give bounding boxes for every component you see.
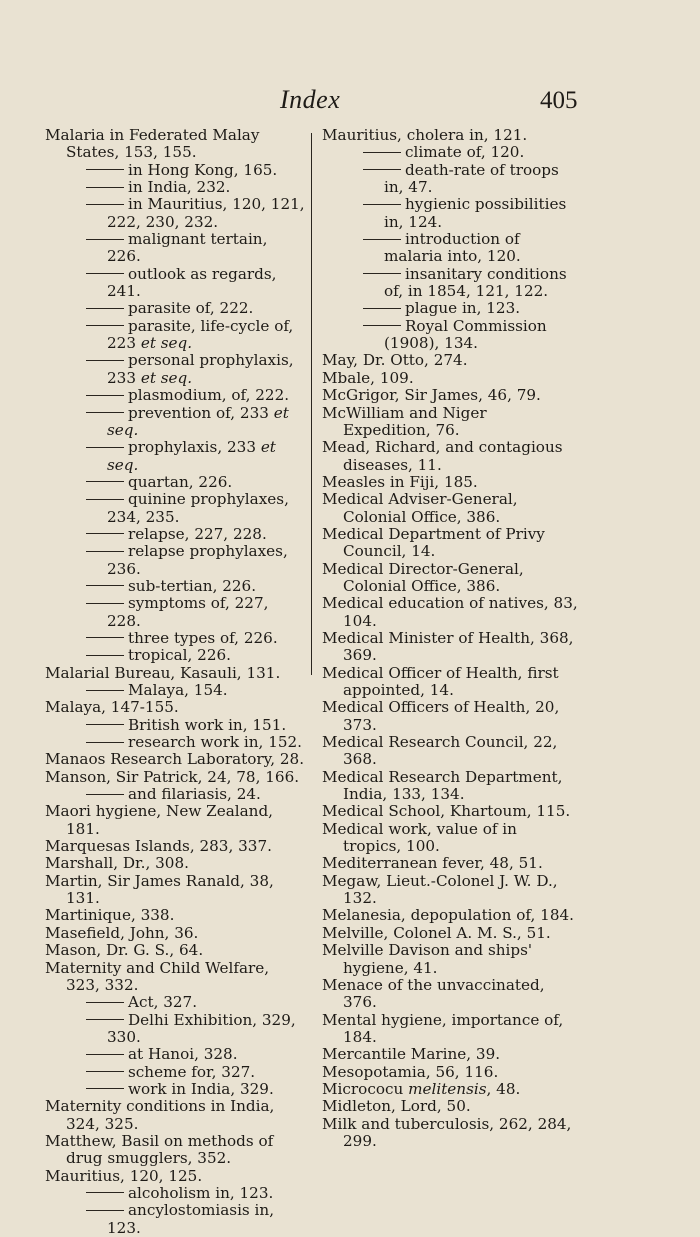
index-entry (45, 960, 305, 995)
index-subentry (45, 543, 305, 578)
entry-text: Mbale, 109. (322, 368, 414, 387)
index-entry (322, 561, 578, 596)
entry-text: Medical Department of Privy Council, 14. (322, 524, 545, 561)
index-entry (322, 595, 578, 630)
index-entry (322, 405, 578, 440)
entry-text: prevention of, 233 et seq. (107, 403, 289, 439)
entry-text: Megaw, Lieut.-Colonel J. W. D., 132. (322, 871, 558, 908)
index-subentry (45, 578, 305, 595)
entry-text: Menace of the unvaccinated, 376. (322, 975, 545, 1012)
entry-text: British work in, 151. (128, 715, 287, 734)
index-entry (322, 526, 578, 561)
entry-text: Melville Davison and ships' hygiene, 41. (322, 941, 533, 977)
entry-text: outlook as regards, 241. (107, 264, 277, 301)
index-subentry (322, 231, 578, 266)
index-entry (322, 1046, 578, 1063)
entry-text: Mesopotamia, 56, 116. (322, 1062, 499, 1081)
index-subentry (45, 266, 305, 301)
entry-text: Malarial Bureau, Kasauli, 131. (45, 663, 281, 682)
entry-text: Malaya, 147-155. (45, 698, 179, 717)
index-subentry (45, 630, 305, 647)
ditto-dash (86, 742, 124, 743)
ditto-dash (86, 533, 124, 534)
entry-text: Medical Minister of Health, 368, 369. (322, 628, 574, 665)
ditto-dash (363, 204, 401, 205)
index-entry (45, 751, 305, 768)
entry-text: Midleton, Lord, 50. (322, 1097, 471, 1116)
ditto-dash (86, 273, 124, 274)
entry-text: Mauritius, cholera in, 121. (322, 126, 528, 144)
ditto-dash (86, 637, 124, 638)
entry-text: scheme for, 327. (128, 1062, 256, 1081)
entry-text: Milk and tuberculosis, 262, 284, 299. (322, 1114, 572, 1150)
index-subentry (45, 1012, 305, 1047)
entry-text: Medical Research Council, 22, 368. (322, 733, 558, 769)
index-entry (322, 907, 578, 924)
entry-text: Measles in Fiji, 185. (322, 472, 478, 491)
ditto-dash (86, 308, 124, 309)
ditto-dash (86, 360, 124, 361)
entry-text: Manaos Research Laboratory, 28. (45, 750, 305, 769)
index-entry (322, 942, 578, 977)
index-subentry (322, 266, 578, 301)
ditto-dash (86, 603, 124, 604)
index-entry (45, 942, 305, 959)
index-entry (45, 925, 305, 942)
index-entry (45, 873, 305, 908)
index-entry (45, 127, 305, 162)
entry-text: Martin, Sir James Ranald, 38, 131. (45, 871, 274, 908)
index-subentry (45, 682, 305, 699)
index-entry (322, 1098, 578, 1115)
index-subentry (322, 162, 578, 197)
index-entry (322, 439, 578, 474)
entry-text: plasmodium, of, 222. (128, 386, 290, 405)
entry-text: Medical education of natives, 83, 104. (322, 594, 578, 630)
index-subentry (45, 179, 305, 196)
index-subentry (45, 1081, 305, 1098)
entry-text: ancylostomiasis in, 123. (107, 1201, 275, 1237)
entry-text: insanitary conditions of, in 1854, 121, 122. (384, 264, 567, 301)
entry-text: May, Dr. Otto, 274. (322, 351, 468, 370)
entry-text: personal prophylaxis, 233 et seq. (107, 351, 294, 387)
entry-text: Medical School, Khartoum, 115. (322, 802, 571, 821)
entry-text: Act, 327. (128, 993, 198, 1012)
entry-text: plague in, 123. (405, 299, 521, 318)
entry-text: Matthew, Basil on methods of drug smugglers, 352. (45, 1131, 274, 1168)
ditto-dash (86, 447, 124, 448)
ditto-dash (86, 1192, 124, 1193)
index-subentry (45, 300, 305, 317)
entry-text: relapse, 227, 228. (128, 524, 267, 543)
entry-text: tropical, 226. (128, 646, 231, 665)
index-entry (45, 699, 305, 716)
index-entry (45, 1133, 305, 1168)
index-subentry (45, 786, 305, 803)
index-subentry (45, 162, 305, 179)
index-subentry (45, 474, 305, 491)
index-subentry (45, 1185, 305, 1202)
index-subentry (322, 144, 578, 161)
entry-text: Marquesas Islands, 283, 337. (45, 837, 272, 856)
ditto-dash (86, 412, 124, 413)
entry-text: Melanesia, depopulation of, 184. (322, 906, 574, 925)
index-subentry (45, 647, 305, 664)
ditto-dash (86, 499, 124, 500)
index-column-left (45, 127, 305, 1237)
index-entry (322, 474, 578, 491)
entry-text: in Hong Kong, 165. (128, 160, 278, 179)
ditto-dash (86, 551, 124, 552)
entry-text: Mediterranean fever, 48, 51. (322, 854, 543, 873)
index-entry (322, 1012, 578, 1047)
index-entry (45, 803, 305, 838)
ditto-dash (86, 1088, 124, 1089)
ditto-dash (86, 187, 124, 188)
entry-text: Masefield, John, 36. (45, 923, 199, 942)
entry-text: in Mauritius, 120, 121, 222, 230, 232. (107, 195, 305, 231)
entry-text: Maori hygiene, New Zealand, 181. (45, 802, 273, 838)
index-entry (322, 491, 578, 526)
ditto-dash (86, 655, 124, 656)
ditto-dash (86, 1002, 124, 1003)
entry-text: quartan, 226. (128, 472, 233, 491)
index-entry (322, 127, 578, 144)
entry-text: malignant tertain, 226. (107, 230, 268, 266)
index-entry (45, 838, 305, 855)
index-entry (322, 803, 578, 820)
index-subentry (45, 387, 305, 404)
entry-text: research work in, 152. (128, 733, 303, 752)
index-entry (322, 1116, 578, 1151)
entry-text: relapse prophylaxes, 236. (107, 542, 288, 578)
index-subentry (45, 994, 305, 1011)
page-title: Index (280, 85, 341, 114)
index-entry (45, 665, 305, 682)
index-entry (45, 769, 305, 786)
entry-text: death-rate of troops in, 47. (384, 160, 559, 197)
ditto-dash (86, 169, 124, 170)
entry-text: Malaria in Federated Malay States, 153, 155. (45, 126, 260, 162)
index-subentry (45, 196, 305, 231)
ditto-dash (86, 1054, 124, 1055)
index-entry (322, 734, 578, 769)
index-entry (322, 977, 578, 1012)
index-entry (45, 855, 305, 872)
column-divider (311, 133, 312, 675)
ditto-dash (86, 585, 124, 586)
ditto-dash (363, 239, 401, 240)
entry-text: Melville, Colonel A. M. S., 51. (322, 923, 551, 942)
index-column-right (322, 127, 578, 1150)
entry-text: Marshall, Dr., 308. (45, 854, 189, 873)
ditto-dash (86, 325, 124, 326)
entry-text: McWilliam and Niger Expedition, 76. (322, 403, 487, 439)
index-entry (322, 1064, 578, 1081)
index-entry (322, 630, 578, 665)
index-subentry (45, 734, 305, 751)
entry-text: Delhi Exhibition, 329, 330. (107, 1010, 296, 1046)
index-entry (45, 907, 305, 924)
index-subentry (322, 300, 578, 317)
index-entry (322, 925, 578, 942)
entry-text: Royal Commission (1908), 134. (384, 316, 547, 353)
entry-text: climate of, 120. (405, 143, 525, 162)
index-entry (322, 387, 578, 404)
ditto-dash (86, 724, 124, 725)
entry-text: Mercantile Marine, 39. (322, 1045, 501, 1064)
index-subentry (45, 595, 305, 630)
entry-text: Medical Officer of Health, first appointed, 14. (322, 663, 559, 699)
entry-text: Manson, Sir Patrick, 24, 78, 166. (45, 767, 300, 786)
entry-text: parasite of, 222. (128, 299, 254, 318)
index-subentry (45, 231, 305, 266)
entry-text: in India, 232. (128, 178, 231, 197)
entry-text: Medical Officers of Health, 20, 373. (322, 698, 560, 734)
index-subentry (45, 717, 305, 734)
entry-text: parasite, life-cycle of, 223 et seq. (107, 316, 294, 353)
ditto-dash (86, 204, 124, 205)
index-entry (45, 1098, 305, 1133)
ditto-dash (363, 152, 401, 153)
index-subentry (45, 405, 305, 440)
entry-text: Mead, Richard, and contagious diseases, 11. (322, 438, 563, 474)
index-entry (322, 821, 578, 856)
index-entry (322, 855, 578, 872)
entry-text: alcoholism in, 123. (128, 1183, 274, 1202)
entry-text: Medical Research Department, India, 133, 134. (322, 767, 563, 804)
entry-text: and filariasis, 24. (128, 785, 261, 804)
ditto-dash (86, 1210, 124, 1211)
entry-text: Maternity and Child Welfare, 323, 332. (45, 958, 270, 994)
index-subentry (45, 439, 305, 474)
entry-text: prophylaxis, 233 et seq. (107, 438, 276, 474)
index-subentry (45, 1046, 305, 1063)
ditto-dash (363, 169, 401, 170)
entry-text: Mauritius, 120, 125. (45, 1166, 203, 1185)
ditto-dash (363, 325, 401, 326)
index-subentry (45, 526, 305, 543)
entry-text: Martinique, 338. (45, 906, 175, 925)
entry-text: quinine prophylaxes, 234, 235. (107, 490, 289, 526)
index-entry (322, 699, 578, 734)
ditto-dash (86, 395, 124, 396)
index-subentry (322, 318, 578, 353)
index-entry (322, 1081, 578, 1098)
entry-text: Maternity conditions in India, 324, 325. (45, 1097, 275, 1133)
entry-text: work in India, 329. (128, 1079, 274, 1098)
ditto-dash (86, 690, 124, 691)
index-entry (322, 352, 578, 369)
entry-text: Malaya, 154. (128, 681, 228, 699)
index-entry (322, 370, 578, 387)
entry-text: sub-tertian, 226. (128, 576, 257, 595)
entry-text: at Hanoi, 328. (128, 1045, 238, 1064)
index-entry (322, 769, 578, 804)
ditto-dash (86, 481, 124, 482)
ditto-dash (86, 239, 124, 240)
entry-text: three types of, 226. (128, 628, 278, 647)
page-number: 405 (540, 87, 578, 114)
entry-text: McGrigor, Sir James, 46, 79. (322, 386, 541, 405)
ditto-dash (86, 794, 124, 795)
index-subentry (45, 1202, 305, 1237)
index-subentry (45, 1064, 305, 1081)
entry-text: Mason, Dr. G. S., 64. (45, 941, 204, 960)
entry-text: Mental hygiene, importance of, 184. (322, 1010, 564, 1046)
entry-text: Medical Adviser-General, Colonial Office, 386. (322, 490, 518, 526)
index-subentry (45, 491, 305, 526)
entry-text: introduction of malaria into, 120. (384, 230, 521, 266)
ditto-dash (86, 1019, 124, 1020)
index-subentry (45, 318, 305, 353)
entry-text: symptoms of, 227, 228. (107, 594, 269, 630)
index-entry (45, 1168, 305, 1185)
index-entry (322, 873, 578, 908)
entry-text: Medical Director-General, Colonial Office, 386. (322, 559, 524, 595)
index-subentry (322, 196, 578, 231)
entry-text: Medical work, value of in tropics, 100. (322, 819, 517, 856)
ditto-dash (86, 1071, 124, 1072)
index-entry (322, 665, 578, 700)
ditto-dash (363, 273, 401, 274)
entry-text: hygienic possibilities in, 124. (384, 195, 567, 231)
entry-text: Micrococu melitensis, 48. (322, 1079, 521, 1098)
index-subentry (45, 352, 305, 387)
ditto-dash (363, 308, 401, 309)
